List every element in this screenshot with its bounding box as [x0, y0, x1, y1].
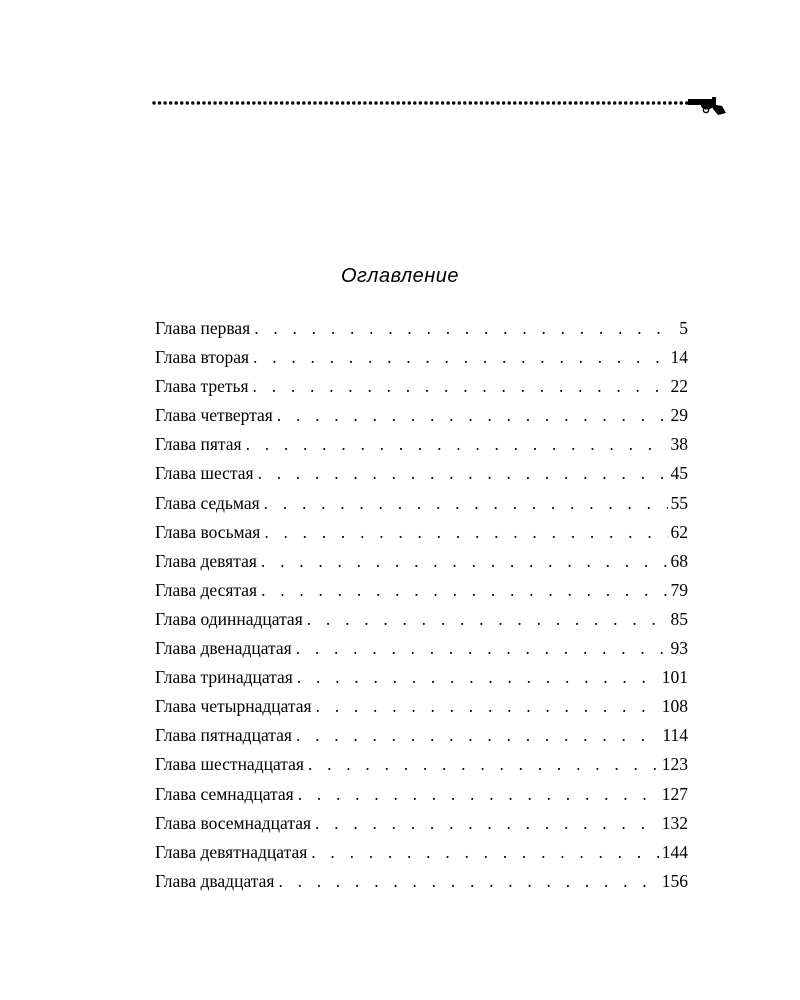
chapter-label: Глава третья	[155, 376, 249, 397]
dot-leader	[253, 343, 667, 372]
toc-entry	[155, 780, 688, 809]
chapter-label: Глава четырнадцатая	[155, 696, 312, 717]
chapter-label: Глава восьмая	[155, 521, 261, 542]
page-number: 79	[670, 579, 688, 600]
dot-leader	[278, 867, 658, 896]
chapter-label: Глава девятая	[155, 550, 257, 571]
dot-leader	[296, 721, 659, 750]
table-of-contents	[155, 314, 688, 896]
page-number: 68	[670, 550, 688, 571]
chapter-label: Глава шестнадцатая	[155, 754, 304, 775]
chapter-label: Глава двадцатая	[155, 870, 275, 891]
chapter-label: Глава семнадцатая	[155, 783, 294, 804]
page-number: 22	[670, 376, 688, 397]
page-number: 144	[661, 841, 688, 862]
toc-entry	[155, 401, 688, 430]
toc-entry	[155, 430, 688, 459]
page-number: 5	[679, 318, 688, 338]
dot-leader	[253, 372, 668, 401]
chapter-label: Глава пятнадцатая	[155, 725, 292, 746]
page-number: 38	[670, 434, 688, 455]
toc-entry	[155, 721, 688, 750]
toc-entry	[155, 838, 688, 867]
chapter-label: Глава десятая	[155, 579, 258, 600]
toc-entry	[155, 750, 688, 779]
chapter-label: Глава четвертая	[155, 405, 273, 426]
dot-leader	[246, 430, 668, 459]
toc-entry	[155, 547, 688, 576]
chapter-label: Глава тринадцатая	[155, 667, 293, 688]
dot-leader	[316, 692, 659, 721]
toc-entry	[155, 663, 688, 692]
dot-leader	[307, 605, 668, 634]
dot-leader	[254, 314, 676, 343]
page-number: 62	[670, 521, 688, 542]
dot-leader	[298, 780, 659, 809]
dot-leader	[311, 838, 658, 867]
chapter-label: Глава шестая	[155, 463, 254, 484]
page-number: 93	[670, 638, 688, 659]
dot-leader	[296, 634, 668, 663]
chapter-label: Глава пятая	[155, 434, 242, 455]
page-number: 45	[670, 463, 688, 484]
dot-leader	[261, 547, 668, 576]
toc-title: Оглавление	[340, 265, 460, 287]
chapter-label: Глава двенадцатая	[155, 638, 292, 659]
toc-entry	[155, 692, 688, 721]
toc-entry	[155, 518, 688, 547]
chapter-label: Глава первая	[155, 318, 251, 338]
toc-entry	[155, 809, 688, 838]
dot-leader	[308, 750, 659, 779]
dot-leader	[258, 459, 668, 488]
dot-leader	[277, 401, 668, 430]
page-number: 156	[661, 870, 688, 891]
page-number: 127	[661, 783, 688, 804]
toc-entry	[155, 489, 688, 518]
toc-entry	[155, 576, 688, 605]
chapter-label: Глава девятнадцатая	[155, 841, 308, 862]
dot-leader	[315, 809, 659, 838]
toc-entry	[155, 372, 688, 401]
toc-entry	[155, 459, 688, 488]
dot-leader	[264, 489, 668, 518]
page-number: 132	[661, 812, 688, 833]
toc-entry	[155, 634, 688, 663]
chapter-label: Глава одиннадцатая	[155, 608, 303, 629]
toc-entry	[155, 314, 688, 343]
page-number: 29	[670, 405, 688, 426]
page-number: 123	[661, 754, 688, 775]
toc-entry	[155, 605, 688, 634]
page-number: 55	[670, 492, 688, 513]
page-number: 108	[661, 696, 688, 717]
dot-leader	[297, 663, 659, 692]
header-dotted-rule	[152, 94, 727, 118]
chapter-label: Глава восемнадцатая	[155, 812, 312, 833]
page-number: 114	[662, 725, 688, 746]
dot-leader	[261, 576, 667, 605]
dot-leader	[264, 518, 667, 547]
chapter-label: Глава седьмая	[155, 492, 260, 513]
chapter-label: Глава вторая	[155, 347, 250, 368]
page-number: 85	[670, 608, 688, 629]
page-number: 14	[670, 347, 688, 368]
toc-entry	[155, 867, 688, 896]
toc-entry	[155, 343, 688, 372]
revolver-icon	[688, 97, 726, 115]
page-number: 101	[661, 667, 688, 688]
